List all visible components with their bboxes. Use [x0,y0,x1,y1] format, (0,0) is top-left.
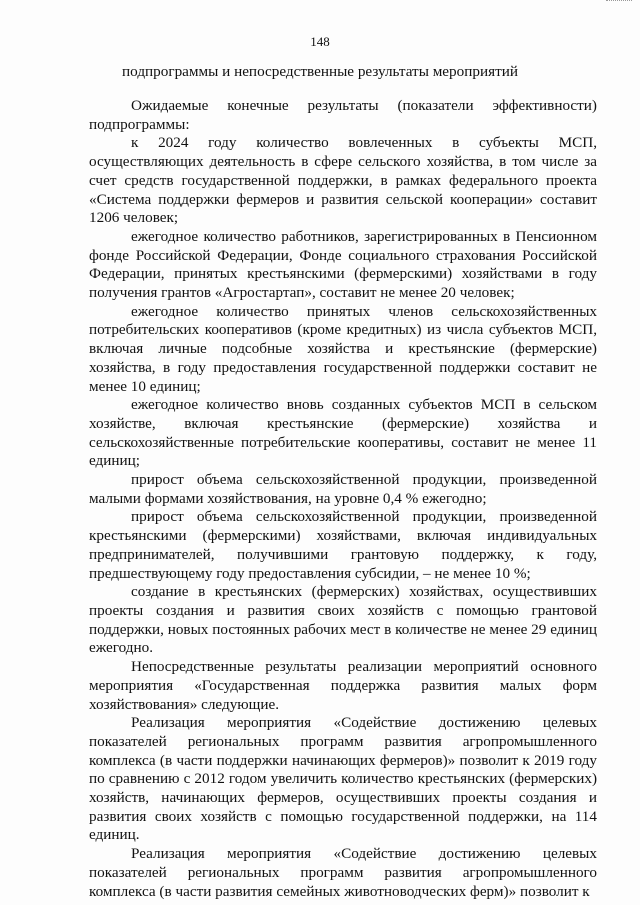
paragraph-employees-agrostartap: ежегодное количество работников, зарегистрированных в Пенсионном фонде Российской Федерации, Фонде социального страхования Российской Федерации, принятых крестьянскими (фермерскими) хозяйствами в году получения грантов «Агростартап», составит не менее 20 человек; [89,227,597,302]
paragraph-msp-2024: к 2024 году количество вовлеченных в субъекты МСП, осуществляющих деятельность в сфере сельского хозяйства, в том числе за счет средств государственной поддержки, в рамках федерального проекта «Система поддержки фермеров и развития сельской кооперации» составит 1206 человек; [89,134,597,227]
paragraph-new-jobs: создание в крестьянских (фермерских) хозяйствах, осуществивших проекты создания и развития своих хозяйств с помощью грантовой поддержки, новых постоянных рабочих мест в количестве не менее 29 единиц ежегодно. [89,583,597,657]
paragraph-new-msp-subjects: ежегодное количество вновь созданных субъектов МСП в сельском хозяйстве, включая крестьянские (фермерские) хозяйства и сельскохозяйственные потребительские кооперативы, составит не менее 11 единиц; [89,396,597,470]
scan-corner-mark [606,0,632,9]
paragraph-family-farms: Реализация мероприятия «Содействие достижению целевых показателей региональных программ развития агропромышленного комплекса (в части развития семейных животноводческих ферм)» позволит к [89,845,597,900]
page-number: 148 [310,34,330,49]
paragraph-production-growth-small-forms: прирост объема сельскохозяйственной продукции, произведенной малыми формами хозяйствования, на уровне 0,4 % ежегодно; [89,471,597,507]
paragraph-production-growth-farms: прирост объема сельскохозяйственной продукции, произведенной крестьянскими (фермерскими) хозяйствами, включая индивидуальных предпринимателей, получившими грантовую поддержку, к году, предшествующему году предоставления субсидии, – не менее 10 %; [89,508,597,582]
section-heading: подпрограммы и непосредственные результаты мероприятий [122,63,518,80]
paragraph-cooperative-members: ежегодное количество принятых членов сельскохозяйственных потребительских кооперативов (кроме кредитных) из числа субъектов МСП, включая личные подсобные хозяйства и крестьянские (фермерские) хозяйства, в году предоставления государственной поддержки составит не менее 10 единиц; [89,302,597,395]
paragraph-direct-results: Непосредственные результаты реализации мероприятий основного мероприятия «Государственная поддержка развития малых форм хозяйствования» следующие. [89,658,597,713]
paragraph-expected-results: Ожидаемые конечные результаты (показатели эффективности) подпрограммы: [89,97,597,133]
document-body [89,97,597,901]
paragraph-beginning-farmers: Реализация мероприятия «Содействие достижению целевых показателей региональных программ развития агропромышленного комплекса (в части поддержки начинающих фермеров)» позволит к 2019 году по сравнению с 2012 годом увеличить количество крестьянских (фермерских) хозяйств, начинающих фермеров, осуществивших проекты создания и развития своих хозяйств с помощью государственной поддержки, на 114 единиц. [89,714,597,844]
